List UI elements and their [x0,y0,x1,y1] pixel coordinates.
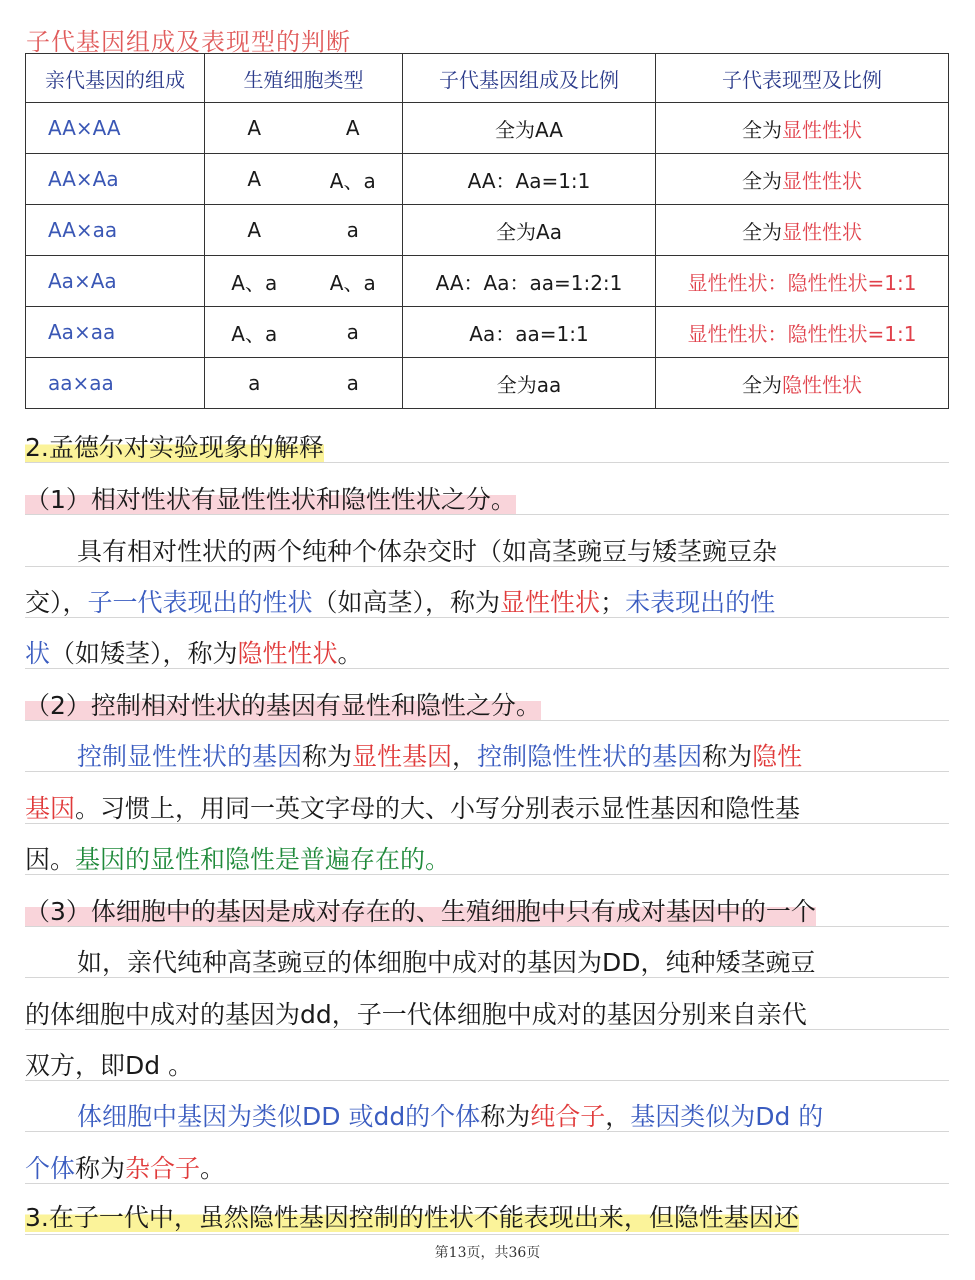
gamete-cell: a [304,307,403,358]
paragraph-line: 基因。习惯上，用同一英文字母的大、小写分别表示显性基因和隐性基 [25,794,801,823]
phenotype-trait: 显性性状：隐性性状=1:1 [687,270,917,295]
section-heading: 2.孟德尔对实验现象的解释 [25,433,324,462]
phenotype-cell [656,205,949,256]
paragraph-line: 如，亲代纯种高茎豌豆的体细胞中成对的基因为DD，纯种矮茎豌豆 [77,948,816,977]
table-row [26,154,949,205]
paragraph-line: 因。基因的显性和隐性是普遍存在的。 [25,845,451,874]
paragraph-line: 状（如矮茎），称为隐性性状。 [25,639,363,668]
table-header-row [26,54,949,103]
phenotype-prefix: 全为 [742,372,782,397]
paragraph-line: 的体细胞中成对的基因为dd，子一代体细胞中成对的基因分别来自亲代 [25,1000,807,1029]
table-row [26,103,949,154]
phenotype-trait: 隐性性状 [782,372,862,397]
parent-cell: AA×Aa [26,154,205,205]
phenotype-cell [656,103,949,154]
phenotype-prefix: 全为 [742,168,782,193]
phenotype-prefix: 全为 [742,117,782,142]
gamete-cell: A、a [205,307,304,358]
header-ratio: 子代基因组成及比例 [403,54,656,103]
page-number: 第13页，共36页 [434,1245,541,1261]
point-3: （3）体细胞中的基因是成对存在的、生殖细胞中只有成对基因中的一个 [25,897,816,926]
ratio-cell: 全为aa [403,358,656,409]
header-parent: 亲代基因的组成 [26,54,205,103]
paragraph-line: 具有相对性状的两个纯种个体杂交时（如高茎豌豆与矮茎豌豆杂 [77,537,778,566]
phenotype-cell [656,358,949,409]
phenotype-cell [656,307,949,358]
page-title: 子代基因组成及表现型的判断 [26,28,351,56]
section-heading: 3.在子一代中，虽然隐性基因控制的性状不能表现出来，但隐性基因还 [25,1203,799,1232]
paragraph-line: 控制显性性状的基因称为显性基因，控制隐性性状的基因称为隐性 [77,742,803,771]
parent-cell: aa×aa [26,358,205,409]
genotype-table [25,53,949,409]
gamete-cell: A、a [304,256,403,307]
table-row [26,307,949,358]
gamete-cell: A、a [205,256,304,307]
ratio-cell: AA：Aa：aa=1:2:1 [403,256,656,307]
point-2: （2）控制相对性状的基因有显性和隐性之分。 [25,691,541,720]
gamete-cell: A [205,205,304,256]
table-row [26,358,949,409]
ratio-cell: 全为AA [403,103,656,154]
table-row [26,256,949,307]
gamete-cell: a [304,358,403,409]
phenotype-trait: 显性性状 [782,117,862,142]
parent-cell: Aa×Aa [26,256,205,307]
ratio-cell: Aa：aa=1:1 [403,307,656,358]
gamete-cell: a [304,205,403,256]
phenotype-prefix: 全为 [742,219,782,244]
paragraph-line: 体细胞中基因为类似DD 或dd的个体称为纯合子，基因类似为Dd 的 [77,1102,824,1131]
ratio-cell: 全为Aa [403,205,656,256]
parent-cell: AA×aa [26,205,205,256]
phenotype-trait: 显性性状 [782,168,862,193]
phenotype-cell [656,256,949,307]
table-row [26,205,949,256]
header-gamete: 生殖细胞类型 [205,54,403,103]
phenotype-trait: 显性性状：隐性性状=1:1 [687,321,917,346]
parent-cell: AA×AA [26,103,205,154]
phenotype-trait: 显性性状 [782,219,862,244]
gamete-cell: a [205,358,304,409]
paragraph-line: 双方，即Dd 。 [25,1051,194,1080]
gamete-cell: A [205,103,304,154]
phenotype-cell [656,154,949,205]
gamete-cell: A [304,103,403,154]
ratio-cell: AA：Aa=1:1 [403,154,656,205]
parent-cell: Aa×aa [26,307,205,358]
paragraph-line: 交），子一代表现出的性状（如高茎），称为显性性状；未表现出的性 [25,588,776,617]
gamete-cell: A [205,154,304,205]
paragraph-line: 个体称为杂合子。 [25,1154,226,1183]
gamete-cell: A、a [304,154,403,205]
header-phenotype: 子代表现型及比例 [656,54,949,103]
point-1: （1）相对性状有显性性状和隐性性状之分。 [25,485,516,514]
